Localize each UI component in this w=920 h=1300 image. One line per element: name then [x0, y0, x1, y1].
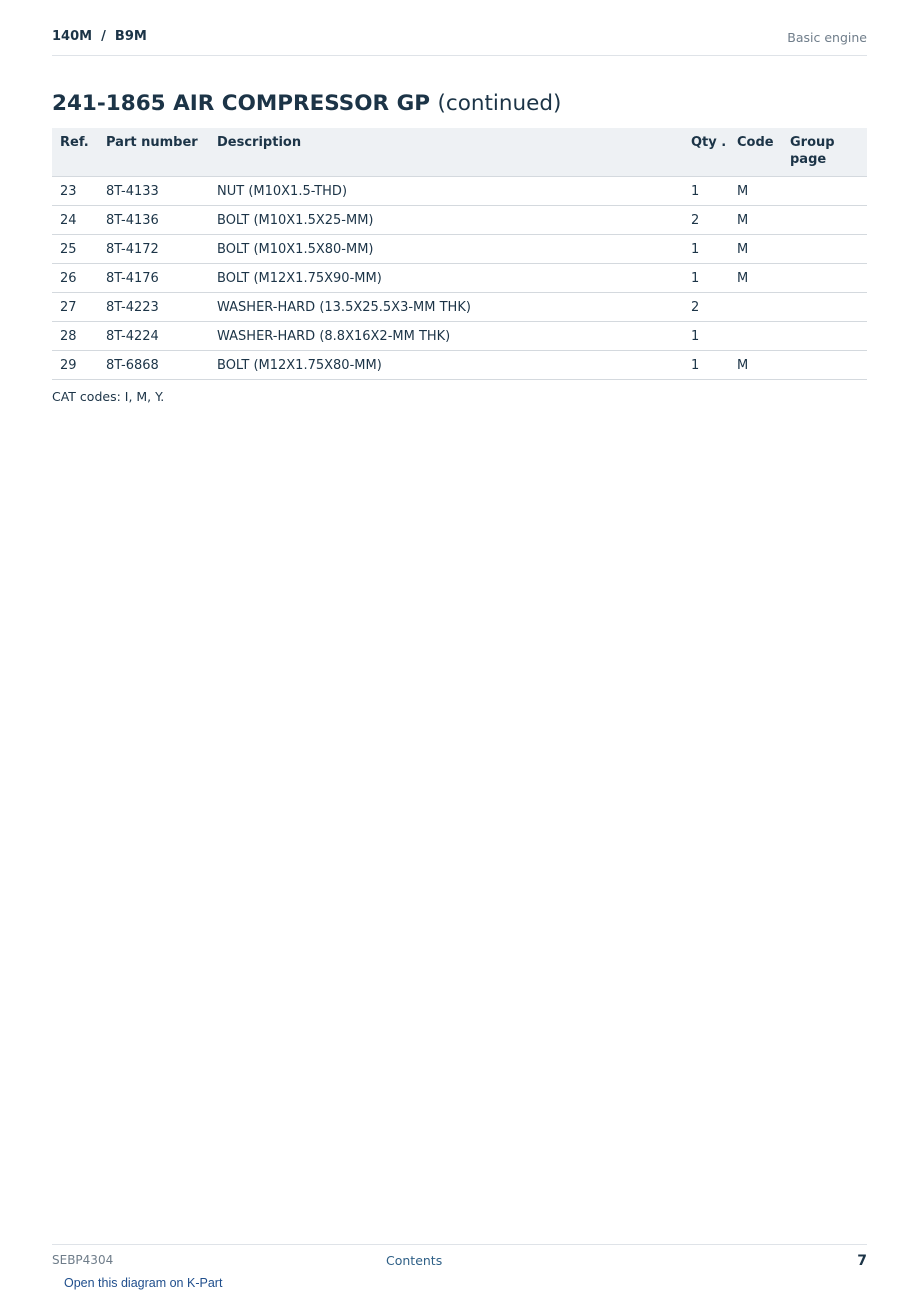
open-kpart-link[interactable]: Open this diagram on K-Part	[64, 1276, 223, 1290]
col-header-code: Code	[733, 128, 786, 177]
cell-group-page	[786, 293, 867, 322]
cell-part-number: 8T-6868	[102, 351, 213, 380]
cell-code	[733, 322, 786, 351]
page-number: 7	[857, 1253, 867, 1269]
cell-part-number: 8T-4223	[102, 293, 213, 322]
cell-part-number: 8T-4176	[102, 264, 213, 293]
model-label: 140M / B9M	[52, 29, 147, 44]
cell-qty: 1	[687, 322, 733, 351]
cell-group-page	[786, 177, 867, 206]
continued-label: (continued)	[437, 91, 562, 116]
cell-ref: 25	[52, 235, 102, 264]
cell-group-page	[786, 264, 867, 293]
page-footer	[52, 1244, 867, 1275]
cell-qty: 1	[687, 177, 733, 206]
contents-link[interactable]: Contents	[386, 1253, 443, 1268]
cell-ref: 23	[52, 177, 102, 206]
cell-description: BOLT (M12X1.75X90-MM)	[213, 264, 687, 293]
cell-part-number: 8T-4172	[102, 235, 213, 264]
cell-description: BOLT (M10X1.5X80-MM)	[213, 235, 687, 264]
table-row	[52, 235, 867, 264]
page-header	[52, 28, 867, 56]
cell-code: M	[733, 351, 786, 380]
cell-group-page	[786, 235, 867, 264]
col-header-description: Description	[213, 128, 687, 177]
table-row	[52, 264, 867, 293]
table-header-row	[52, 128, 867, 177]
cell-description: BOLT (M10X1.5X25-MM)	[213, 206, 687, 235]
col-header-group-page: Group page	[786, 128, 867, 177]
cell-ref: 28	[52, 322, 102, 351]
cell-qty: 1	[687, 351, 733, 380]
cell-group-page	[786, 322, 867, 351]
cell-part-number: 8T-4224	[102, 322, 213, 351]
cell-description: WASHER-HARD (13.5X25.5X3-MM THK)	[213, 293, 687, 322]
cell-code: M	[733, 235, 786, 264]
cell-ref: 29	[52, 351, 102, 380]
col-header-ref: Ref.	[52, 128, 102, 177]
parts-table	[52, 128, 867, 380]
cell-part-number: 8T-4133	[102, 177, 213, 206]
cell-qty: 2	[687, 206, 733, 235]
cell-description: NUT (M10X1.5-THD)	[213, 177, 687, 206]
cat-codes-note: CAT codes: I, M, Y.	[52, 389, 165, 404]
cell-group-page	[786, 351, 867, 380]
table-row	[52, 293, 867, 322]
table-row	[52, 322, 867, 351]
cell-ref: 26	[52, 264, 102, 293]
document-id: SEBP4304	[52, 1253, 114, 1267]
cell-ref: 24	[52, 206, 102, 235]
assembly-title: 241-1865 AIR COMPRESSOR GP	[52, 91, 430, 116]
cell-description: BOLT (M12X1.75X80-MM)	[213, 351, 687, 380]
col-header-part-number: Part number	[102, 128, 213, 177]
cell-qty: 1	[687, 235, 733, 264]
cell-code: M	[733, 264, 786, 293]
cell-group-page	[786, 206, 867, 235]
cell-qty: 1	[687, 264, 733, 293]
cell-code: M	[733, 206, 786, 235]
cell-ref: 27	[52, 293, 102, 322]
cell-qty: 2	[687, 293, 733, 322]
table-row	[52, 206, 867, 235]
page-title	[52, 88, 561, 120]
section-label: Basic engine	[787, 30, 867, 45]
table-row	[52, 177, 867, 206]
cell-code	[733, 293, 786, 322]
cell-description: WASHER-HARD (8.8X16X2-MM THK)	[213, 322, 687, 351]
col-header-qty: Qty .	[687, 128, 733, 177]
cell-part-number: 8T-4136	[102, 206, 213, 235]
cell-code: M	[733, 177, 786, 206]
table-row	[52, 351, 867, 380]
